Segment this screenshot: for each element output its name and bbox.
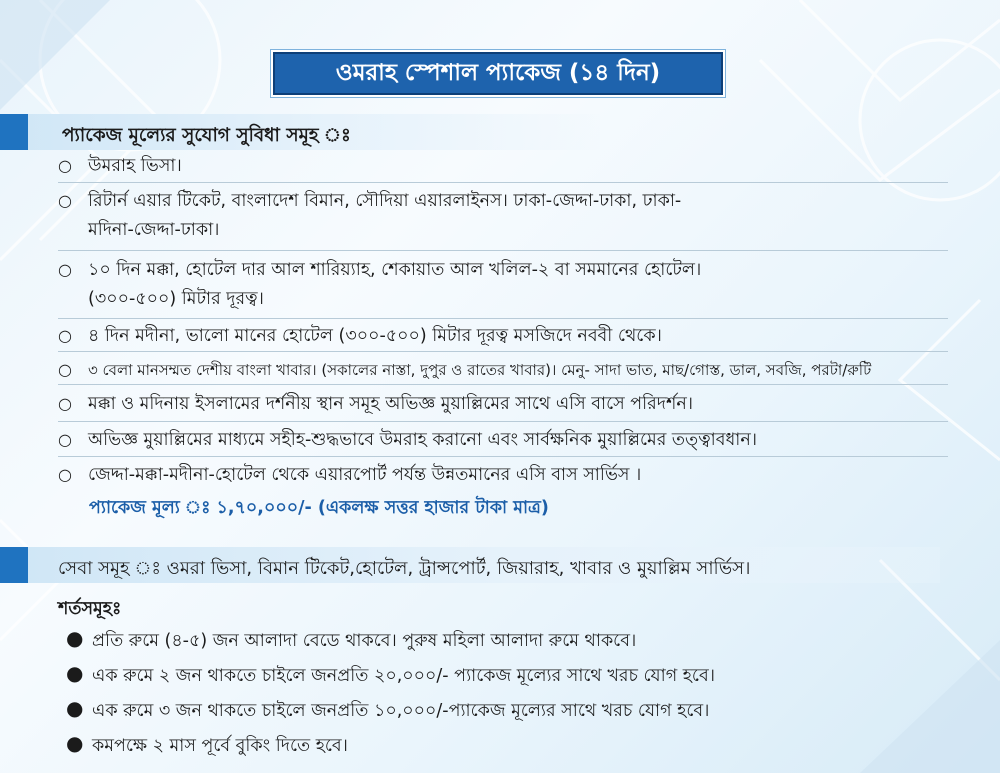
- band-accent: [0, 114, 28, 150]
- hollow-circle-icon: ○: [58, 191, 72, 210]
- hollow-circle-icon: ○: [58, 260, 72, 279]
- benefit-text-continued: (৩০০-৫০০) মিটার দূরত্ব।: [88, 289, 264, 309]
- divider: [58, 384, 948, 385]
- filled-dot-icon: ●: [66, 731, 84, 755]
- divider: [58, 421, 948, 422]
- benefits-heading-band: [0, 114, 600, 150]
- benefit-text: ৩ বেলা মানসম্মত দেশীয় বাংলা খাবার। (সকালের নাস্তা, দুপুর ও রাতের খাবার)। মেনু- সাদা ভাত, মাছ/গোস্ত, ডাল, সবজি, পরটা/রুটি: [88, 361, 872, 379]
- divider: [58, 318, 948, 319]
- benefit-text: ১০ দিন মক্কা, হোটেল দার আল শারিয়্যাহ, শেকায়াত আল খলিল-২ বা সমমানের হোটেল।: [88, 260, 702, 280]
- hollow-circle-icon: ○: [58, 326, 72, 345]
- benefit-text: রিটার্ন এয়ার টিকেট, বাংলাদেশ বিমান, সৌদিয়া এয়ারলাইনস। ঢাকা-জেদ্দা-ঢাকা, ঢাকা-: [88, 191, 682, 211]
- page-title: ওমরাহ স্পেশাল প্যাকেজ (১৪ দিন): [273, 52, 723, 95]
- benefit-text: ৪ দিন মদীনা, ভালো মানের হোটেল (৩০০-৫০০) মিটার দূরত্ব মসজিদে নববী থেকে।: [88, 326, 662, 346]
- filled-dot-icon: ●: [66, 626, 84, 650]
- hollow-circle-icon: ○: [58, 430, 72, 449]
- services-band: [0, 547, 940, 583]
- condition-text: প্রতি রুমে (৪-৫) জন আলাদা বেডে থাকবে। পুরুষ মহিলা আলাদা রুমে থাকবে।: [92, 631, 637, 651]
- filled-dot-icon: ●: [66, 661, 84, 685]
- condition-text: এক রুমে ২ জন থাকতে চাইলে জনপ্রতি ২০,০০০/- প্যাকেজ মূল্যের সাথে খরচ যোগ হবে।: [92, 666, 715, 686]
- package-price: প্যাকেজ মূল্য ঃ ১,৭০,০০০/- (একলক্ষ সত্তর হাজার টাকা মাত্র): [89, 498, 549, 518]
- hollow-circle-icon: ○: [58, 360, 72, 379]
- conditions-heading: শর্তসমূহঃ: [58, 599, 122, 619]
- benefit-text: অভিজ্ঞ মুয়াল্লিমের মাধ্যমে সহীহ-শুদ্ধভাবে উমরাহ করানো এবং সার্বক্ষনিক মুয়াল্লিমের তত্ত্বাবধান।: [88, 430, 758, 450]
- condition-text: এক রুমে ৩ জন থাকতে চাইলে জনপ্রতি ১০,০০০/-প্যাকেজ মূল্যের সাথে খরচ যোগ হবে।: [92, 701, 710, 721]
- divider: [58, 351, 948, 352]
- divider: [58, 182, 948, 183]
- divider: [58, 250, 948, 251]
- band-accent: [0, 547, 28, 583]
- condition-text: কমপক্ষে ২ মাস পূর্বে বুকিং দিতে হবে।: [92, 736, 348, 756]
- hollow-circle-icon: ○: [58, 465, 72, 484]
- hollow-circle-icon: ○: [58, 394, 72, 413]
- divider: [58, 456, 948, 457]
- services-text: সেবা সমূহ ঃ ওমরা ভিসা, বিমান টিকেট,হোটেল, ট্রান্সপোর্ট, জিয়ারাহ, খাবার ও মুয়াল্লিম সার্ভিস।: [58, 558, 751, 579]
- benefit-text: উমরাহ ভিসা।: [88, 156, 182, 176]
- hollow-circle-icon: ○: [58, 156, 72, 175]
- benefit-text: জেদ্দা-মক্কা-মদীনা-হোটেল থেকে এয়ারপোর্ট পর্যন্ত উন্নতমানের এসি বাস সার্ভিস ।: [88, 465, 642, 485]
- filled-dot-icon: ●: [66, 696, 84, 720]
- benefit-text-continued: মদিনা-জেদ্দা-ঢাকা।: [88, 220, 220, 240]
- benefits-heading: প্যাকেজ মূল্যের সুযোগ সুবিধা সমূহ ঃ: [62, 125, 351, 146]
- benefit-text: মক্কা ও মদিনায় ইসলামের দর্শনীয় স্থান সমূহ অভিজ্ঞ মুয়াল্লিমের সাথে এসি বাসে পরিদর্শন।: [88, 394, 694, 414]
